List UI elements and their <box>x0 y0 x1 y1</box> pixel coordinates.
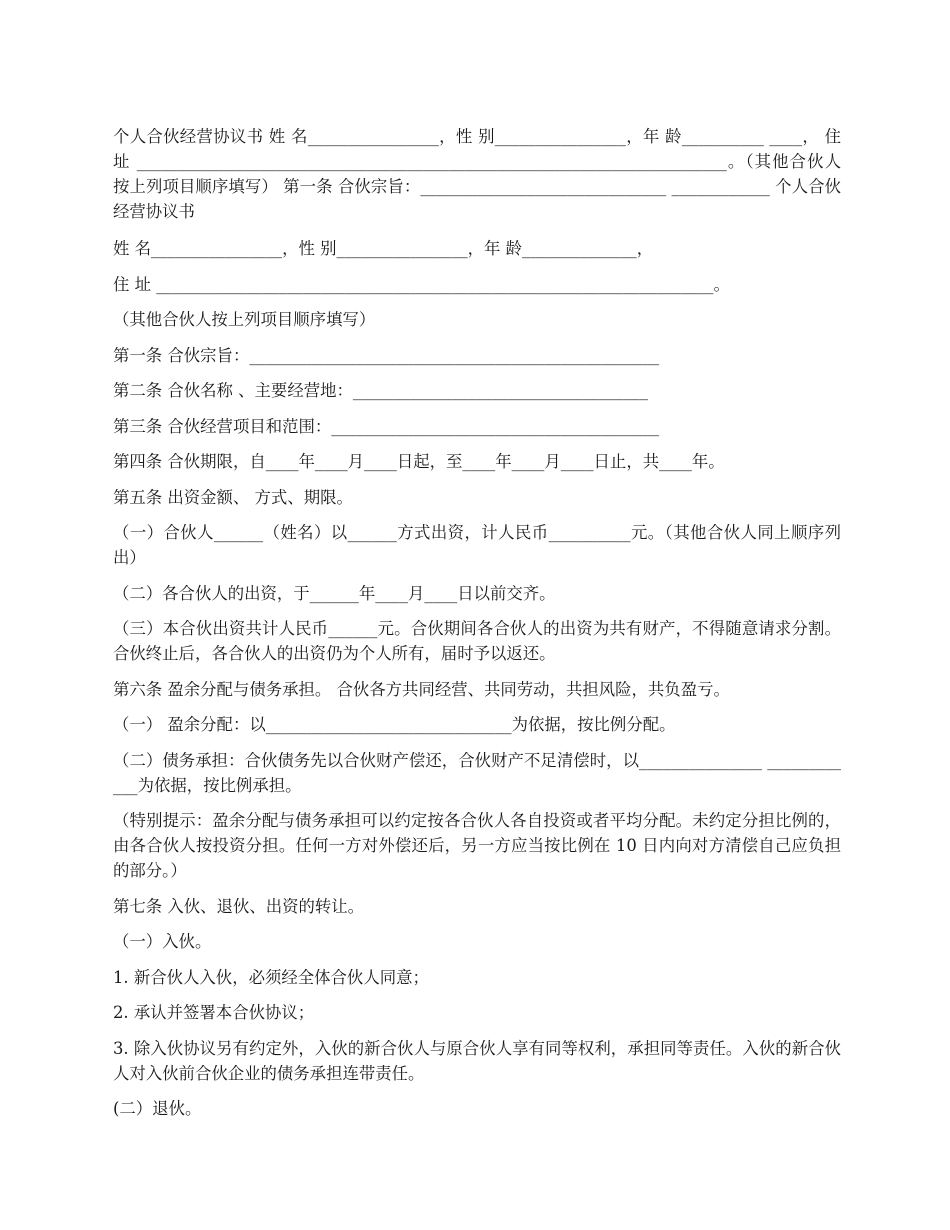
article-2-name-location: 第二条 合伙名称 、主要经营地：____________________________________ <box>113 381 648 400</box>
article-6-item-1: （一） 盈余分配：以______________________________为依据，按比例分配。 <box>113 715 676 734</box>
partner-address-line: 住 址 ____________________________________________________________________。 <box>113 274 730 294</box>
article-5-item-3: （三）本合伙出资共计人民币______元。合伙期间各合伙人的出资为共有财产，不得随意请求分割。合伙终止后，各合伙人的出资仍为个人所有，届时予以返还。 <box>113 619 841 663</box>
article-7-item-1: （一）入伙。 <box>113 932 212 951</box>
document-page <box>113 124 841 1132</box>
other-partners-note: （其他合伙人按上列项目顺序填写） <box>113 310 376 329</box>
header-paragraph: 个人合伙经营协议书 姓 名________________，性 别________________，年 龄__________ ____， 住 址 ________________________________________________________________________。（其他合伙人按上列项目顺序填写） 第一条 合伙宗旨：______________________________ ____________ 个人合伙经营协议书 <box>113 127 841 221</box>
partner-name-gender-age-line: 姓 名________________，性 别________________，年 龄______________， <box>113 239 654 258</box>
article-5-item-2: （二）各合伙人的出资，于______年____月____日以前交齐。 <box>113 583 556 603</box>
article-5-contribution: 第五条 出资金额、 方式、期限。 <box>113 487 353 507</box>
article-6-profit-debt: 第六条 盈余分配与债务承担。 合伙各方共同经营、共同劳动，共担风险，共负盈亏。 <box>113 679 730 699</box>
article-1-purpose: 第一条 合伙宗旨：__________________________________________________ <box>113 345 660 365</box>
admission-rule-3: 3. 除入伙协议另有约定外，入伙的新合伙人与原合伙人享有同等权利，承担同等责任。入伙的新合伙人对入伙前合伙企业的债务承担连带责任。 <box>113 1038 841 1083</box>
article-7-item-2: (二）退伙。 <box>113 1099 202 1118</box>
article-4-term: 第四条 合伙期限，自____年____月____日起，至____年____月____日止，共____年。 <box>113 452 725 471</box>
article-3-scope: 第三条 合伙经营项目和范围：________________________________________ <box>113 416 660 436</box>
article-5-item-1: （一）合伙人______（姓名）以______方式出资，计人民币__________元。（其他合伙人同上顺序列出） <box>113 523 841 567</box>
article-7-admission-withdrawal: 第七条 入伙、退伙、出资的转让。 <box>113 896 365 916</box>
admission-rule-1: 1. 新合伙人入伙，必须经全体合伙人同意； <box>113 967 429 987</box>
admission-rule-2: 2. 承认并签署本合伙协议； <box>113 1003 315 1022</box>
article-6-item-2: （二）债务承担：合伙债务先以合伙财产偿还，合伙财产不足清偿时，以_______________ ____________为依据，按比例承担。 <box>113 750 841 795</box>
special-note: （特别提示：盈余分配与债务承担可以约定按各合伙人各自投资或者平均分配。未约定分担比例的，由各合伙人按投资分担。任何一方对外偿还后，另一方应当按比例在 10 日内向对方清偿自己应负担的部分。） <box>113 811 841 880</box>
